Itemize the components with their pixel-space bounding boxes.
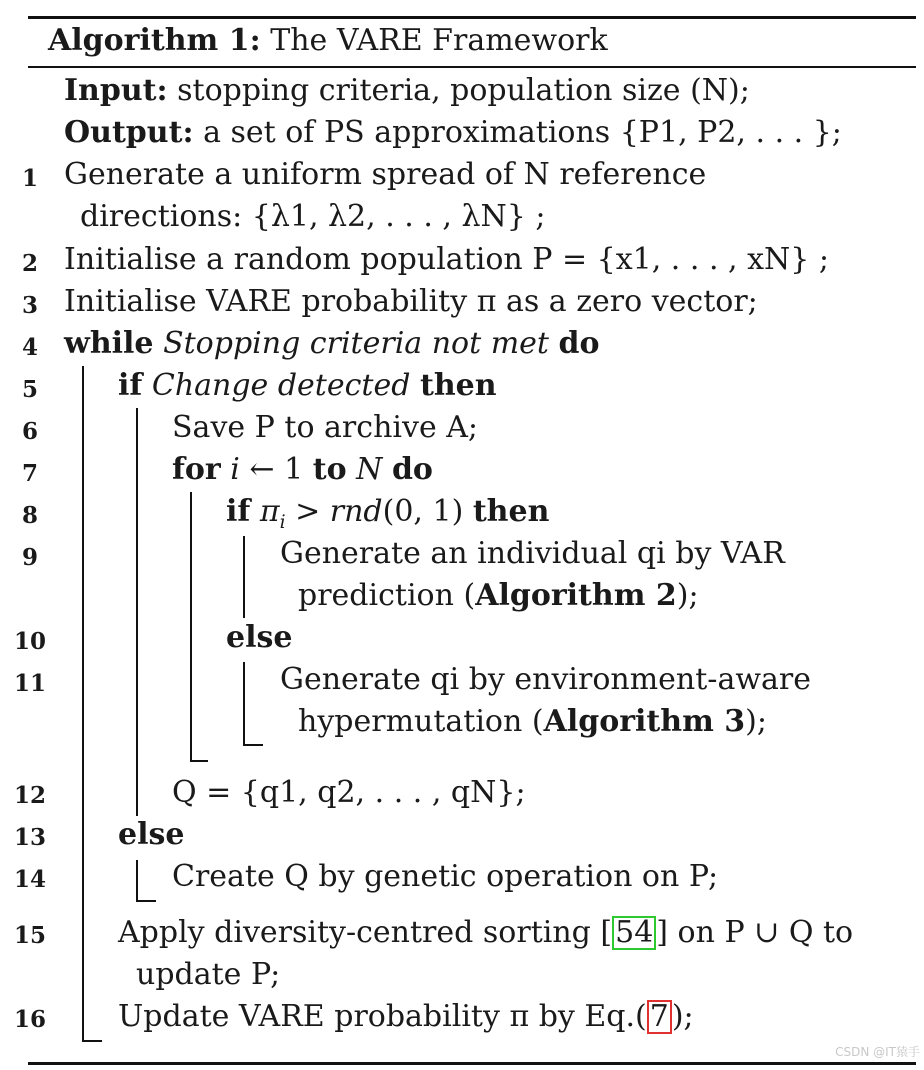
line-number: 2 [21, 250, 38, 277]
algorithm-title: The VARE Framework [270, 23, 608, 58]
line-8-if: if $\pi_i > rnd(0$, 1) then [226, 494, 550, 533]
for-block-line [190, 492, 192, 762]
line-number: 7 [21, 460, 38, 487]
line-14-text: Create Q by genetic operation on P; [172, 859, 719, 894]
line-9-text: Generate an individual qi by VAR [280, 536, 785, 571]
line-9-cont-text: prediction ( [298, 578, 476, 613]
line-3-text: Initialise VARE probability π as a zero vector; [64, 284, 758, 319]
line-number: 15 [13, 922, 46, 949]
else-pi-block-line [243, 662, 245, 746]
citation-link[interactable]: 54 [612, 916, 656, 950]
line-11-text: Generate qi by environment-aware [280, 662, 811, 697]
line-15-part-a: Apply diversity-centred sorting [ [118, 915, 613, 950]
line-5-if [118, 366, 497, 406]
line-16-text [118, 997, 694, 1037]
line-number: 3 [21, 292, 38, 319]
line-number: 11 [13, 670, 46, 697]
output-line [64, 113, 842, 153]
input-text: stopping criteria, population size (N); [177, 73, 750, 108]
line-number: 16 [13, 1006, 46, 1033]
algorithm-heading: Algorithm 1: [48, 23, 261, 58]
line-number: 6 [21, 418, 38, 445]
else-pi-block-end [243, 744, 263, 746]
line-number: 1 [21, 165, 38, 192]
line-15-continuation: update P; [136, 957, 281, 992]
line-11-continuation: hypermutation (Algorithm 3); [298, 704, 767, 739]
while-block-end [82, 1040, 102, 1042]
line-number: 12 [13, 782, 46, 809]
if-pi-block-line [243, 536, 245, 618]
line-number: 9 [21, 544, 38, 571]
line-16-part-a: Update VARE probability π by Eq.( [118, 999, 647, 1034]
header-rule [28, 66, 916, 68]
line-11-cont-text: hypermutation ( [298, 704, 544, 739]
line-6-text: Save P to archive A; [172, 410, 479, 445]
keyword-do: do [558, 326, 600, 361]
line-1-text: Generate a uniform spread of N reference [64, 157, 707, 192]
line-7-for: for i ← 1 to N do [172, 452, 433, 487]
line-15-text [118, 913, 853, 953]
while-block-line [82, 366, 84, 1042]
line-15-part-b: ] on P ∪ Q to [656, 915, 854, 950]
line-13-else: else [118, 817, 185, 852]
output-text: a set of PS approximations {P1, P2, . . . }; [203, 115, 842, 150]
watermark: CSDN @IT猿手 [835, 1045, 920, 1059]
line-16-part-b: ); [671, 999, 694, 1034]
keyword-if: if [226, 494, 251, 529]
keyword-then: then [419, 368, 497, 403]
keyword-if: if [118, 368, 143, 403]
output-label: Output: [64, 115, 194, 150]
keyword-while: while [64, 326, 154, 361]
line-number: 4 [21, 334, 38, 361]
bottom-rule [28, 1062, 916, 1065]
equation-link[interactable]: 7 [647, 1000, 672, 1034]
for-block-end [190, 760, 208, 762]
line-number: 10 [13, 628, 46, 655]
algorithm-2-ref: Algorithm 2 [475, 578, 677, 613]
else-block-line [136, 860, 138, 902]
if-block-line [136, 408, 138, 816]
input-line [64, 71, 750, 111]
line-2-text: Initialise a random population P = {x1, . . . , xN} ; [64, 242, 829, 277]
keyword-do: do [391, 452, 433, 487]
line-number: 5 [21, 376, 38, 403]
if-condition: Change detected [151, 368, 411, 403]
line-9-continuation: prediction (Algorithm 2); [298, 578, 699, 613]
keyword-then: then [472, 494, 550, 529]
line-number: 14 [13, 866, 46, 893]
line-number: 13 [13, 824, 46, 851]
top-rule [28, 16, 916, 19]
line-10-else: else [226, 620, 293, 655]
line-1-continuation: directions: {λ1, λ2, . . . , λN} ; [80, 199, 546, 234]
line-12-text: Q = {q1, q2, . . . , qN}; [172, 775, 526, 810]
input-label: Input: [64, 73, 168, 108]
while-condition: Stopping criteria not met [163, 326, 549, 361]
algorithm-3-ref: Algorithm 3 [543, 704, 746, 739]
keyword-for: for [172, 452, 221, 487]
keyword-to: to [312, 452, 347, 487]
line-4-while [64, 324, 600, 364]
else-block-end [136, 900, 156, 902]
algorithm-header [48, 21, 608, 61]
line-number: 8 [21, 502, 38, 529]
